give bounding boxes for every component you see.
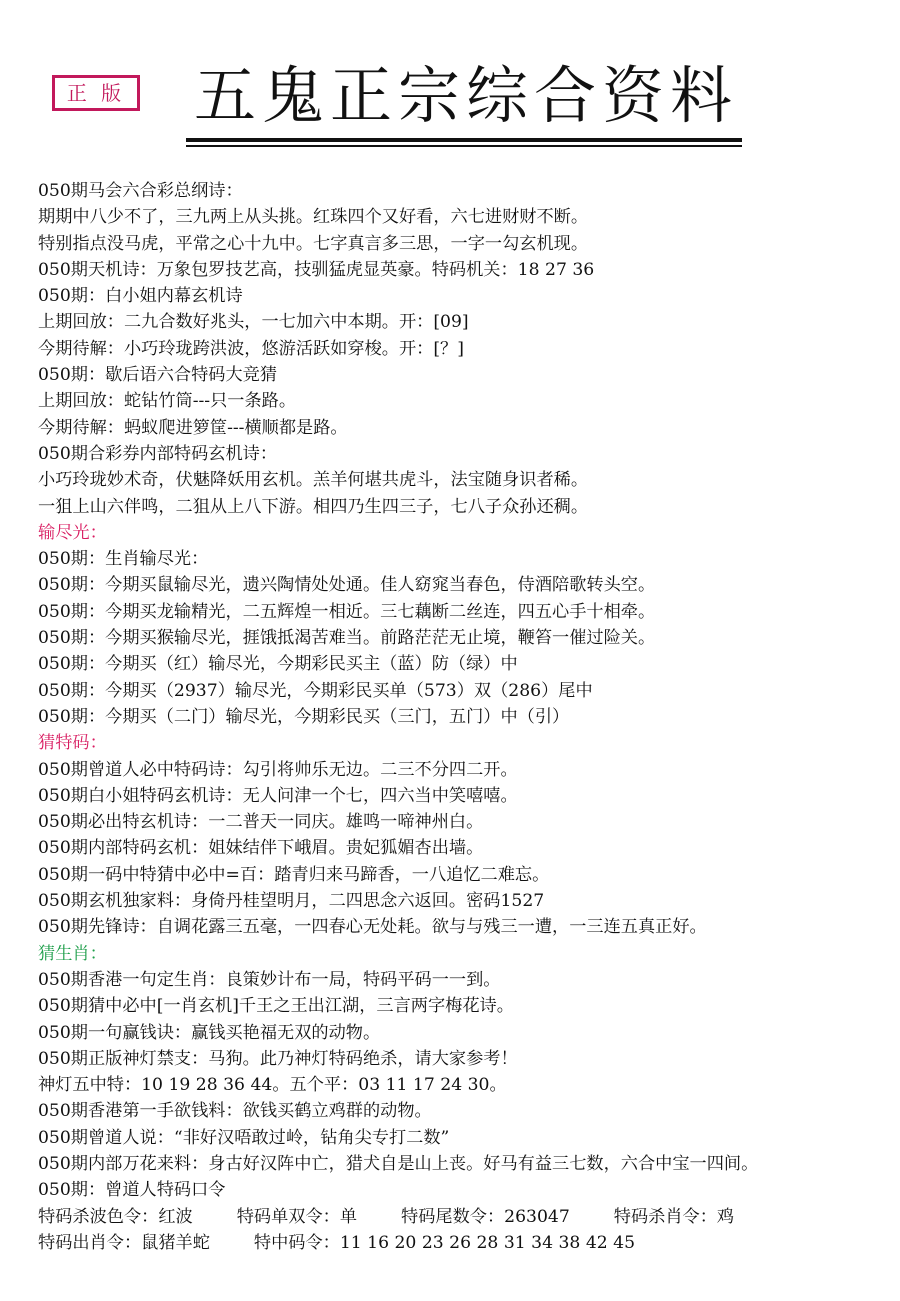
text-line: 050期白小姐特码玄机诗：无人问津一个七，四六当中笑嘻嘻。 bbox=[38, 785, 518, 806]
text-line: 050期马会六合彩总纲诗： bbox=[38, 181, 243, 201]
code-out-zodiac: 特码出肖令：鼠猪羊蛇 bbox=[38, 1232, 210, 1253]
text-line: 050期：歇后语六合特码大竞猜 bbox=[38, 365, 278, 386]
title-underline-thin bbox=[186, 145, 742, 147]
text-line: 050期：生肖输尽光： bbox=[38, 549, 209, 570]
title-underline-thick bbox=[186, 138, 742, 142]
text-line: 050期：今期买龙输精光，二五辉煌一相近。三七藕断二丝连，四五心手十相牵。 bbox=[38, 601, 656, 622]
text-line: 050期曾道人必中特码诗：勾引将帅乐无边。二三不分四二开。 bbox=[38, 759, 518, 780]
text-line: 050期：白小姐内幕玄机诗 bbox=[38, 286, 243, 307]
code-tail-digits: 特码尾数令：263047 bbox=[401, 1206, 570, 1227]
text-line: 一狙上山六伴鸣，二狙从上八下游。相四乃生四三子，七八子众孙还稠。 bbox=[38, 496, 589, 517]
code-row bbox=[38, 1230, 888, 1256]
text-line: 期期中八少不了，三九两上从头挑。红珠四个又好看，六七进财财不断。 bbox=[38, 207, 589, 228]
text-line: 050期香港第一手欲钱料：欲钱买鹤立鸡群的动物。 bbox=[38, 1101, 432, 1122]
text-line: 上期回放：蛇钻竹筒---只一条路。 bbox=[38, 391, 297, 412]
text-line: 050期：今期买（2937）输尽光，今期彩民买单（573）双（286）尾中 bbox=[38, 680, 593, 701]
official-version-badge: 正 版 bbox=[52, 75, 140, 111]
section-heading-guess-special: 猜特码： bbox=[38, 733, 107, 754]
text-line: 050期内部万花来料：身古好汉阵中亡，猎犬自是山上丧。好马有益三七数，六合中宝一四间。 bbox=[38, 1153, 759, 1174]
text-line: 050期天机诗：万象包罗技艺高，技驯猛虎显英豪。特码机关：18 27 36 bbox=[38, 259, 595, 280]
text-line: 小巧玲珑妙术奇，伏魅降妖用玄机。羔羊何堪共虎斗，法宝随身识者稀。 bbox=[38, 470, 589, 491]
text-line: 050期合彩券内部特码玄机诗： bbox=[38, 443, 278, 464]
text-line: 050期先锋诗：自调花露三五毫，一四春心无处耗。欲与与残三一遭，一三连五真正好。 bbox=[38, 917, 707, 938]
text-line: 050期：今期买（二门）输尽光，今期彩民买（三门，五门）中（引） bbox=[38, 706, 570, 727]
section-heading-lose-all: 输尽光： bbox=[38, 522, 107, 543]
text-line: 050期：今期买猴输尽光，捱饿抵渴苦难当。前路茫茫无止境，鞭笞一催过险关。 bbox=[38, 628, 656, 649]
article-body bbox=[38, 178, 888, 1256]
text-line: 上期回放：二九合数好兆头，一七加六中本期。开：[09] bbox=[38, 312, 469, 333]
code-odd-even: 特码单双令：单 bbox=[236, 1206, 358, 1227]
text-line: 050期一句赢钱诀：赢钱买艳福无双的动物。 bbox=[38, 1022, 381, 1043]
text-line: 今期待解：小巧玲珑跨洪波，悠游活跃如穿梭。开：[？] bbox=[38, 338, 464, 359]
text-line: 050期：曾道人特码口令 bbox=[38, 1180, 226, 1201]
text-line: 050期：今期买鼠输尽光，遗兴陶情处处通。佳人窈窕当春色，侍酒陪歌转头空。 bbox=[38, 575, 656, 596]
text-line: 050期曾道人说：“非好汉唔敢过岭，钻角尖专打二数” bbox=[38, 1127, 450, 1148]
text-line: 神灯五中特：10 19 28 36 44。五个平：03 11 17 24 30。 bbox=[38, 1075, 507, 1096]
section-heading-guess-zodiac: 猜生肖： bbox=[38, 943, 107, 964]
code-hit-numbers: 特中码令：11 16 20 23 26 28 31 34 38 42 45 bbox=[253, 1232, 636, 1253]
code-kill-zodiac: 特码杀肖令：鸡 bbox=[613, 1206, 735, 1227]
code-row bbox=[38, 1204, 888, 1230]
text-line: 050期一码中特猜中必中=百：踏青归来马蹄香，一八追忆二难忘。 bbox=[38, 864, 550, 885]
text-line: 050期：今期买（红）输尽光，今期彩民买主（蓝）防（绿）中 bbox=[38, 654, 518, 675]
text-line: 050期必出特玄机诗：一二普天一同庆。雄鸣一啼神州白。 bbox=[38, 812, 484, 833]
text-line: 050期内部特码玄机：姐妹结伴下峨眉。贵妃狐媚杏出墙。 bbox=[38, 838, 484, 859]
text-line: 050期猜中必中[一肖玄机]千王之王出江湖，三言两字梅花诗。 bbox=[38, 996, 514, 1017]
code-kill-color: 特码杀波色令：红波 bbox=[38, 1206, 193, 1227]
text-line: 050期正版神灯禁支：马狗。此乃神灯特码绝杀，请大家参考！ bbox=[38, 1048, 518, 1069]
page-title: 五鬼正宗综合资料 bbox=[193, 59, 738, 132]
text-line: 050期玄机独家料：身倚丹桂望明月，二四思念六返回。密码1527 bbox=[38, 891, 545, 912]
text-line: 今期待解：蚂蚁爬进箩筐---横顺都是路。 bbox=[38, 417, 348, 438]
text-line: 特别指点没马虎，平常之心十九中。七字真言多三思，一字一勾玄机现。 bbox=[38, 233, 589, 254]
text-line: 050期香港一句定生肖：良策妙计布一局，特码平码一一到。 bbox=[38, 969, 501, 990]
